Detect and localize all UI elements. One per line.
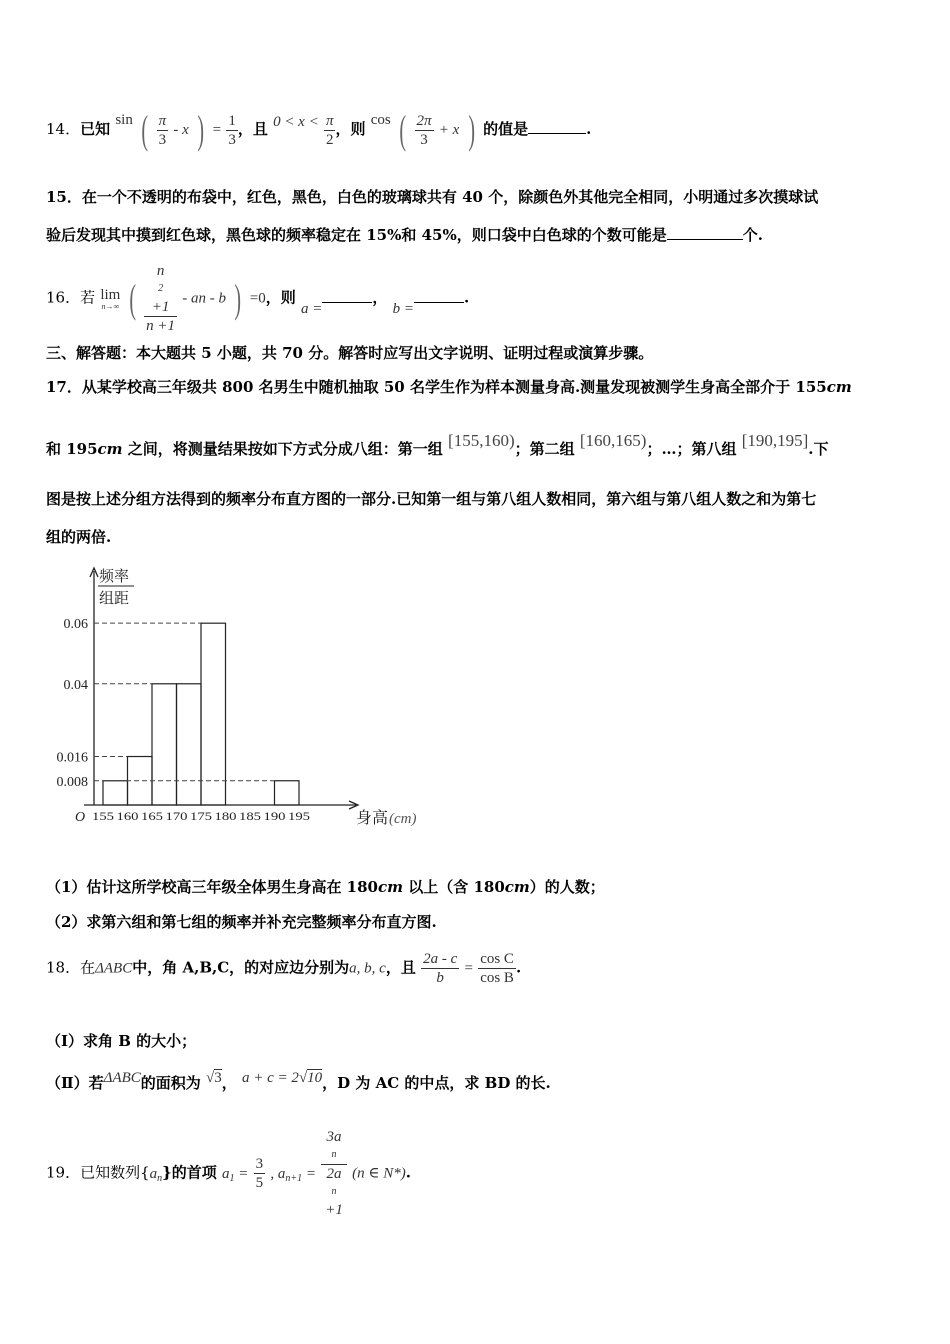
histogram-bar: [128, 757, 153, 805]
q18-part2-c: ，D 为 AC 的中点，求 BD 的长.: [322, 1074, 551, 1092]
q18-frac-right: $\frac{\text{cos C}}{\text{cos B}}$: [480, 951, 514, 986]
q17-sub1-c: ）的人数；: [529, 878, 605, 896]
q14-paren2-right: ): [467, 107, 475, 152]
q19-line: [46, 1128, 411, 1219]
q14-frac-1-3: $\frac{1}{3}$: [228, 112, 236, 148]
q18-sqrt3: √3: [206, 1070, 222, 1086]
x-tick-label: 155: [92, 809, 114, 823]
q18-part1: （Ⅰ）求角 B 的大小；: [46, 1032, 197, 1050]
x-label: 身高: [356, 810, 389, 827]
q16-paren-left: (: [128, 275, 136, 321]
q14-sin: sin: [115, 112, 133, 128]
q19-a1: $a_1$ =: [222, 1165, 249, 1184]
q14-known: 已知: [80, 120, 111, 138]
q17-line2-a: 和 195: [46, 440, 98, 458]
x-tick-label: 165: [141, 809, 163, 823]
q18-part2: [46, 1072, 551, 1093]
q18-line: [46, 950, 521, 987]
q14-end: .: [586, 120, 592, 138]
x-tick-label: 190: [263, 809, 286, 823]
q18-abc: a, b, c: [349, 960, 386, 977]
x-tick-label: 180: [214, 809, 237, 823]
q18-text2: ，且: [385, 958, 416, 977]
y-tick-label: 0.06: [63, 617, 88, 633]
q15-line2-text: 验后发现其中摸到红色球，黑色球的频率稳定在 15%和 45%，则口袋中白色球的个数可能是: [46, 226, 667, 244]
histogram-bar: [103, 781, 128, 805]
q19-text: }的首项: [162, 1163, 217, 1182]
q17-sub1: [46, 876, 605, 897]
y-label-bottom: 组距: [99, 591, 130, 607]
q19-an: $a_n$: [149, 1165, 163, 1184]
x-tick-label: 175: [190, 809, 212, 823]
q16-b-eq: b =: [392, 300, 415, 317]
q19-anp1: , $a_{n+1}$ =: [270, 1165, 316, 1184]
q16-number: 16．若: [46, 288, 96, 307]
q15-line2: [46, 224, 763, 245]
q16-a-blank[interactable]: [322, 290, 372, 303]
q17-semi2: ；…；第八组: [646, 440, 737, 458]
q18-eq: =: [464, 960, 473, 977]
q14-line: [46, 107, 592, 152]
q14-and: ，且: [237, 120, 268, 138]
q16-then: ，则: [265, 288, 296, 307]
q19-frac-3-5: $\frac{3}{5}$: [255, 1156, 264, 1191]
q17-line1: [46, 376, 852, 397]
histogram-bar: [152, 684, 177, 805]
q16-paren-right: ): [234, 275, 242, 321]
q15-line1: 15．在一个不透明的布袋中，红色，黑色，白色的玻璃球共有 40 个，除颜色外其他完全相同，小明通过多次摸球试: [46, 188, 819, 206]
q17-line2-c: .下: [808, 440, 829, 458]
x-tick-label: 195: [288, 809, 310, 823]
q14-minus-x: - x: [173, 122, 189, 138]
q18-text1: 中，角 A,B,C，的对应边分别为: [132, 958, 350, 977]
q18-triangle: ΔABC: [95, 960, 133, 977]
q15-line2-end: 个.: [742, 226, 763, 244]
q18-comma: ，: [221, 1074, 237, 1092]
q14-eq: =: [212, 122, 222, 138]
q15-answer-blank[interactable]: [667, 227, 743, 240]
q14-cos: cos: [370, 112, 391, 128]
q17-sub1-cm: cm: [377, 878, 403, 896]
q14-paren-right: ): [197, 107, 205, 152]
x-unit: (cm): [389, 811, 417, 827]
q17-line2: [46, 431, 829, 459]
q17-line3: 图是按上述分组方法得到的频率分布直方图的一部分.已知第一组与第八组人数相同，第六组与第八组人数之和为第七: [46, 490, 817, 508]
q14-number: 14．: [46, 120, 81, 138]
q19-number: 19．已知数列{: [46, 1163, 150, 1182]
q19-condition: (n ∈ N*): [352, 1165, 406, 1182]
q17-cm2: cm: [97, 440, 123, 458]
q14-value: 的值是: [483, 120, 529, 138]
x-tick-label: 160: [116, 809, 139, 823]
q17-group8: [190,195]: [741, 431, 809, 450]
q17-line1-text: 17．从某学校高三年级共 800 名男生中随机抽取 50 名学生作为样本测量身高.测量发现被测学生身高全部介于 155: [46, 378, 827, 396]
q18-part2-b: 的面积为: [140, 1074, 201, 1092]
q18-frac-left: $\frac{2a - c}{b}$: [423, 951, 458, 986]
q17-line4: 组的两倍.: [46, 528, 112, 546]
origin-label: O: [75, 810, 86, 825]
q14-inequality: 0 < x <: [273, 114, 319, 130]
q14-paren-left: (: [141, 107, 149, 152]
q17-sub1-b: 以上（含 180: [403, 878, 505, 896]
q17-sub1-a: （1）估计这所学校高三年级全体男生身高在 180: [46, 878, 378, 896]
q17-semi1: ；第二组: [514, 440, 575, 458]
q16-frac: n 2 +1 n +1: [146, 263, 176, 334]
q18-end: .: [515, 958, 522, 977]
q17-sub1-cm2: cm: [504, 878, 530, 896]
x-tick-label: 185: [239, 809, 261, 823]
q19-end: .: [405, 1163, 411, 1182]
section3-heading: 三、解答题：本大题共 5 小题，共 70 分。解答时应写出文字说明、证明过程或演算步骤。: [46, 344, 654, 362]
q16-comma: ，: [372, 288, 388, 307]
q18-apc: a + c = 2√10: [242, 1070, 323, 1086]
q16-eq0: =0: [249, 290, 266, 307]
q16-line: [46, 262, 469, 335]
x-tick-label: 170: [165, 809, 188, 823]
q19-frac-recursion: 3a n 2a n +1: [321, 1128, 347, 1219]
q14-plus-x: + x: [438, 122, 460, 138]
histogram-bar: [177, 684, 202, 805]
q16-b-blank[interactable]: [414, 290, 464, 303]
q16-a-eq: a =: [301, 300, 323, 317]
q14-frac-pi2: $\frac{\pi}{2}$: [325, 112, 334, 148]
q14-answer-blank[interactable]: [528, 121, 586, 134]
histogram-bar: [201, 623, 226, 805]
q17-group2: [160,165): [579, 431, 647, 450]
q16-lim: lim n→∞: [100, 286, 121, 311]
q16-end: .: [464, 288, 470, 307]
y-label-top: 频率: [99, 569, 130, 585]
q16-rest: - an - b: [182, 290, 226, 307]
y-tick-label: 0.016: [56, 750, 88, 766]
frequency-histogram: [44, 563, 417, 838]
q14-then: ，则: [335, 120, 366, 138]
q17-group1: [155,160): [448, 431, 515, 450]
y-tick-label: 0.008: [56, 774, 88, 790]
q18-number: 18．在: [46, 958, 96, 977]
q17-cm1: cm: [826, 378, 852, 396]
q17-line2-b: 之间，将测量结果按如下方式分成八组：第一组: [122, 440, 443, 458]
q18-triangle2: ΔABC: [103, 1070, 141, 1086]
q14-frac-2pi3: $\frac{2\pi}{3}$: [416, 112, 432, 148]
y-tick-label: 0.04: [63, 677, 88, 693]
q18-part2-a: （Ⅱ）若: [46, 1074, 104, 1092]
histogram-bar: [275, 781, 300, 805]
q14-frac-pi3: $\frac{\pi}{3}$: [158, 112, 167, 148]
q17-sub2: （2）求第六组和第七组的频率并补充完整频率分布直方图.: [46, 913, 437, 931]
q14-paren2-left: (: [399, 107, 406, 152]
